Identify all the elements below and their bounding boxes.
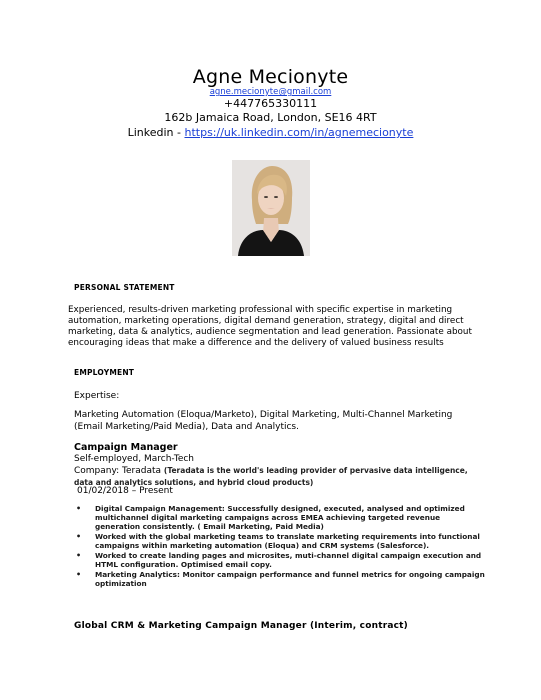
linkedin-line [0,126,541,139]
job-dates: 01/02/2018 – Present [77,486,173,496]
personal-statement-text: Experienced, results-driven marketing professional with specific expertise in marketing automation, marketing operations, digital demand generation, strategy, digital and direct marketing, data & analytics, audience segmentation and lead generation. Passionate about encouraging ideas that make a difference and the delivery of valued business results [68,305,472,348]
profile-photo [232,160,310,256]
candidate-name: Agne Mecionyte [192,66,349,88]
job-employment-type: Self-employed, March-Tech [74,454,195,464]
personal-statement-heading: PERSONAL STATEMENT [74,283,175,292]
job-title: Campaign Manager [74,442,178,453]
linkedin-link[interactable]: https://uk.linkedin.com/in/agnemecionyte [184,126,414,139]
bullet-icon: • [76,532,82,542]
list-item: • Worked to create landing pages and microsites, muti-channel digital campaign execution and HTML configuration. Optimised email copy. [76,551,482,570]
home-address: 162b Jamaica Road, London, SE16 4RT [164,111,377,124]
phone-number: +447765330111 [223,97,318,110]
list-item: • Digital Campaign Management: Successfully designed, executed, analysed and optimized multichannel digital marketing campaigns across EMEA achieving targeted revenue generation consistently. ( Email Marketing, Paid Media) [76,504,465,532]
job2-title: Global CRM & Marketing Campaign Manager (Interim, contract) [74,621,408,631]
employment-heading: EMPLOYMENT [74,368,135,377]
bullet-icon: • [76,504,82,513]
list-item: • Marketing Analytics: Monitor campaign performance and funnel metrics for ongoing campaign optimization [76,569,485,589]
company-label: Company: Teradata [74,466,164,476]
bullet-icon: • [76,569,82,579]
portrait-image [232,160,310,256]
company-description: (Teradata is the world's leading provider of pervasive data intelligence, data and analytics solutions, and hybrid cloud products) [74,466,468,487]
expertise-text: Marketing Automation (Eloqua/Marketo), Digital Marketing, Multi-Channel Marketing (Email Marketing/Paid Media), Data and Analytics. [74,410,453,432]
expertise-label: Expertise: [74,391,120,401]
email-link[interactable]: agne.mecionyte@gmail.com [209,87,332,97]
bullet-icon: • [76,551,82,561]
job-responsibilities [66,504,486,589]
linkedin-label: Linkedin - [127,126,185,139]
list-item: • Worked with the global marketing teams to translate marketing requirements into functional campaigns within marketing automation (Eloqua) and CRM systems (Salesforce). [76,532,480,551]
